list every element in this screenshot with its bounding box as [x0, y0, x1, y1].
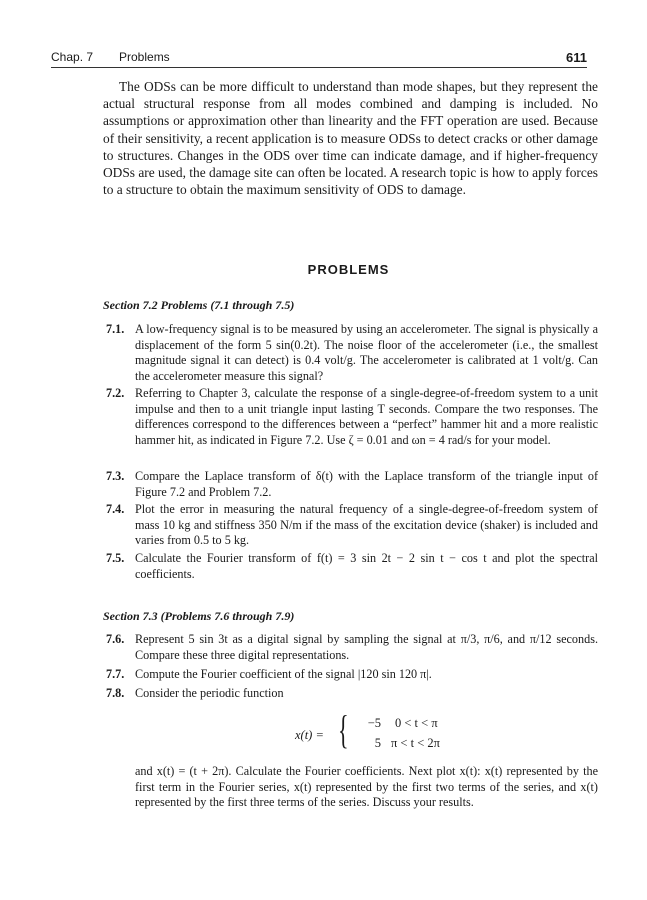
section-heading-7-3: Section 7.3 (Problems 7.6 through 7.9): [103, 609, 295, 623]
running-head-title: Problems: [119, 50, 170, 64]
problem-text: Referring to Chapter 3, calculate the response of a single-degree-of-freedom system to a unit impulse and then to a unit triangle input lasting T seconds. Compare the two responses. The differences correspond to the differences between a “perfect” hammer hit and a more realistic hammer hit, as indicated in Figure 7.2. Use ζ = 0.01 and ωn = 4 rad/s for your model.: [135, 386, 598, 447]
problem-7-7: [106, 667, 598, 683]
header-rule: [51, 67, 587, 68]
problem-number: 7.3.: [106, 469, 125, 483]
problem-7-4: [106, 502, 598, 549]
problem-text: Consider the periodic function: [135, 686, 284, 700]
equation-case-1: [351, 716, 438, 731]
equation-lhs: x(t) =: [295, 728, 324, 742]
problem-number: 7.1.: [106, 322, 125, 336]
intro-paragraph-text: The ODSs can be more difficult to understand than mode shapes, but they represent the actual structural response from all modes combined and damping is included. No assumptions or approximation other than linearity and the FFT operation are used. Because of their sensitivity, a recent application is to measure ODSs to detect cracks or other damage to structures. Changes in the ODS over time can indicate damage, and if higher-frequency ODSs are used, the damage site can often be located. A research topic is how to apply forces to a structure to obtain the maximum sensitivity of ODS to damage.: [103, 79, 598, 198]
problem-7-8: [106, 686, 598, 702]
problem-number: 7.2.: [106, 386, 125, 400]
problem-text: A low-frequency signal is to be measured by using an accelerometer. The signal is physically a displacement of the form 5 sin(0.2t). The noise floor of the accelerometer (i.e., the smallest magnitude signal it can detect) is 0.4 volt/g. The accelerometer is calibrated at 1 volt/g. Can the accelerometer measure this signal?: [135, 322, 598, 383]
problem-7-2: [106, 386, 598, 448]
problem-7-8-continuation: [106, 764, 598, 811]
problem-number: 7.7.: [106, 667, 125, 681]
case-value: −5: [367, 716, 381, 730]
problems-heading: PROBLEMS: [307, 262, 390, 277]
problem-text: Calculate the Fourier transform of f(t) = 3 sin 2t − 2 sin t − cos t and plot the spectral coefficients.: [135, 551, 598, 581]
problem-7-6: [106, 632, 598, 663]
case-value: 5: [374, 736, 381, 750]
intro-paragraph: [103, 78, 598, 198]
case-condition: π < t < 2π: [391, 736, 440, 750]
problem-7-5: [106, 551, 598, 582]
page-number: 611: [566, 50, 587, 65]
problem-7-1: [106, 322, 598, 384]
problem-number: 7.5.: [106, 551, 125, 565]
problem-7-3: [106, 469, 598, 500]
section-heading-7-2: Section 7.2 Problems (7.1 through 7.5): [103, 298, 295, 312]
case-condition: 0 < t < π: [395, 716, 438, 730]
problem-text: Represent 5 sin 3t as a digital signal by sampling the signal at π/3, π/6, and π/12 seconds. Compare these three digital representations.: [135, 632, 598, 662]
running-head-chapter: Chap. 7: [51, 50, 94, 64]
left-brace: {: [338, 707, 349, 752]
equation-case-2: [351, 736, 440, 751]
problem-text: Compare the Laplace transform of δ(t) with the Laplace transform of the triangle input of Figure 7.2 and Problem 7.2.: [135, 469, 598, 499]
problem-text: and x(t) = (t + 2π). Calculate the Fourier coefficients. Next plot x(t): x(t) represented by the first term in the Fourier series, x(t) represented by the first two terms of the series, and x(t) represented by the first three terms of the series. Discuss your results.: [135, 764, 598, 810]
problem-text: Plot the error in measuring the natural frequency of a single-degree-of-freedom system of mass 10 kg and stiffness 350 N/m if the mass of the excitation device (shaker) is included and varies from 0.5 to 5 kg.: [135, 502, 598, 548]
problem-number: 7.6.: [106, 632, 125, 646]
problem-number: 7.4.: [106, 502, 125, 516]
problem-number: 7.8.: [106, 686, 125, 700]
problem-text: Compute the Fourier coefficient of the signal |120 sin 120 π|.: [135, 667, 432, 681]
